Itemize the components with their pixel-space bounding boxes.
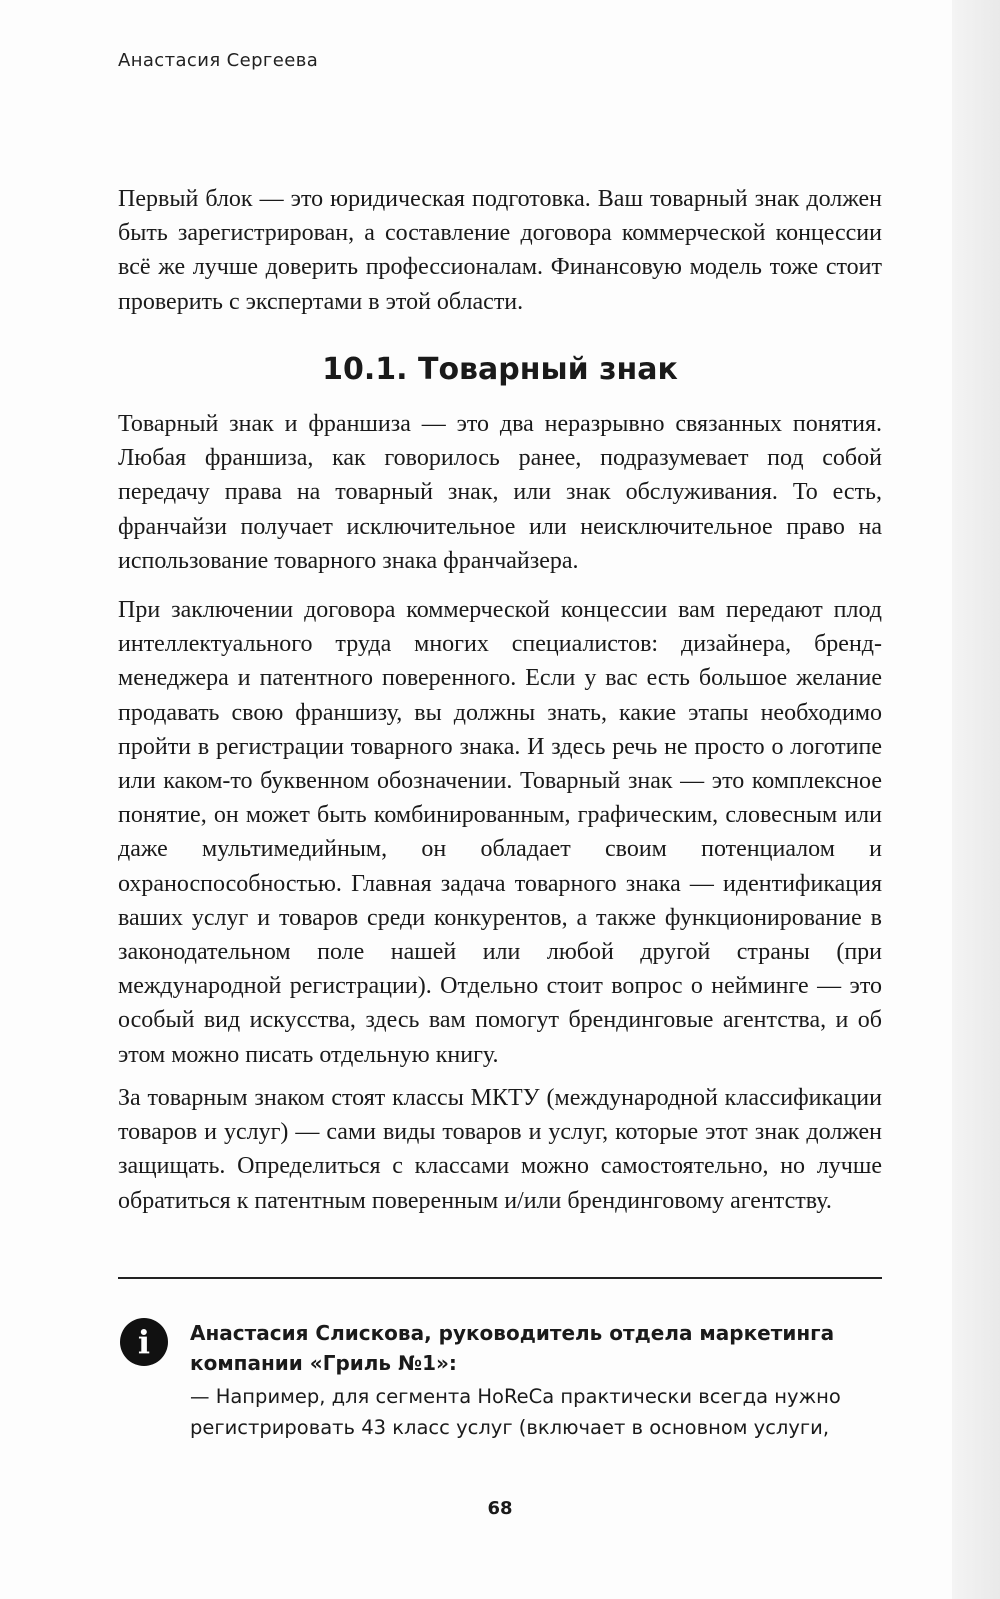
- note-divider: [118, 1277, 882, 1279]
- section-paragraph-1: Товарный знак и франшиза — это два неразрывно связанных понятия. Любая франшиза, как говорилось ранее, подразумевает под собой передачу права на товарный знак, или знак обслуживания. То есть, франчайзи получает исключительное или неисключительное право на использование товарного знака франчайзера.: [118, 411, 882, 574]
- page-edge-shadow: [952, 0, 1000, 1599]
- running-head: Анастасия Сергеева: [118, 50, 319, 71]
- intro-paragraph: Первый блок — это юридическая подготовка. Ваш товарный знак должен быть зарегистрирован, а составление договора коммерческой концессии всё же лучше доверить профессионалам. Финансовую модель тоже стоит проверить с экспертами в этой области.: [118, 186, 882, 315]
- section-heading: 10.1. Товарный знак: [322, 352, 678, 387]
- info-icon: i: [120, 1318, 168, 1366]
- page-number: 68: [487, 1498, 513, 1519]
- note-author: Анастасия Слискова, руководитель отдела маркетинга компании «Гриль №1»:: [190, 1321, 835, 1375]
- note-quote: — Например, для сегмента HoReCa практически всегда нужно регистрировать 43 класс услуг (включает в основном услуги,: [190, 1385, 841, 1439]
- section-paragraph-3: За товарным знаком стоят классы МКТУ (международной классификации товаров и услуг) — сами виды товаров и услуг, которые этот знак должен защищать. Определиться с классами можно самостоятельно, но лучше обратиться к патентным поверенным и/или брендинговому агентству.: [118, 1085, 882, 1214]
- section-paragraph-2: При заключении договора коммерческой концессии вам передают плод интеллектуального труда многих специалистов: дизайнера, бренд-менеджера и патентного поверенного. Если у вас есть большое желание продавать свою франшизу, вы должны знать, какие этапы необходимо пройти в регистрации товарного знака. И здесь речь не просто о логотипе или каком-то буквенном обозначении. Товарный знак — это комплексное понятие, он может быть комбинированным, графическим, словесным или даже мультимедийным, он обладает своим потенциалом и охраноспособностью. Главная задача товарного знака — идентификация ваших услуг и товаров среди конкурентов, а также функционирование в законодательном поле нашей или любой другой страны (при международной регистрации). Отдельно стоит вопрос о нейминге — это особый вид искусства, здесь вам помогут брендинговые агентства, и об этом можно писать отдельную книгу.: [118, 597, 882, 1068]
